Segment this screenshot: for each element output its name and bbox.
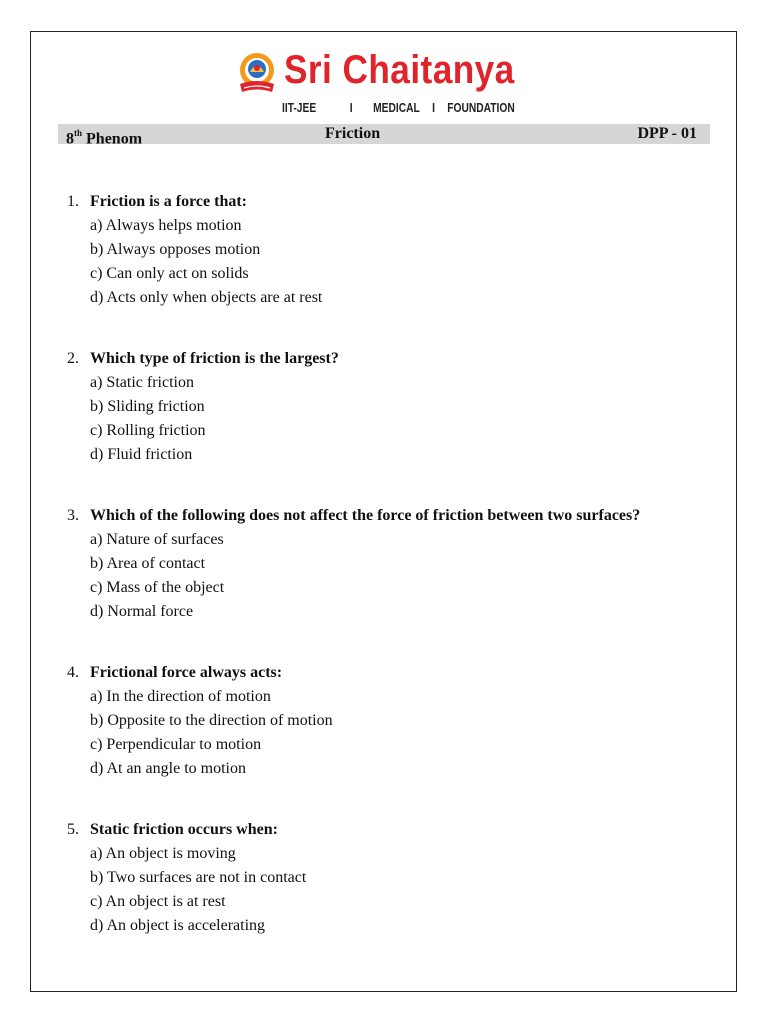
grade-label: Phenom (82, 130, 143, 148)
option-c: c) Mass of the object (90, 579, 225, 596)
option-c: c) An object is at rest (90, 893, 226, 910)
header-topic: Friction (325, 125, 381, 142)
question-text (67, 190, 727, 214)
option-c: c) Perpendicular to motion (90, 736, 262, 753)
header-bar (58, 124, 710, 148)
header-grade (66, 124, 142, 149)
tagline-foundation: FOUNDATION (447, 101, 515, 115)
option-b: b) Two surfaces are not in contact (90, 869, 307, 886)
tagline-sep-1: I (349, 101, 353, 115)
question-number: 3. (67, 507, 79, 524)
header-dpp: DPP - 01 (637, 125, 697, 142)
grade-suffix: th (74, 128, 83, 138)
option-d: d) At an angle to motion (90, 760, 246, 777)
option-d: d) An object is accelerating (90, 917, 266, 934)
question-number: 1. (67, 193, 79, 210)
option-d: d) Fluid friction (90, 446, 193, 463)
option-b: b) Opposite to the direction of motion (90, 712, 333, 729)
option-b: b) Area of contact (90, 555, 206, 572)
question-stem: Frictional force always acts: (90, 664, 283, 681)
brand-tagline (282, 101, 515, 115)
tagline-iit: IIT-JEE (282, 101, 317, 115)
option-c: c) Can only act on solids (90, 265, 249, 282)
question-3 (67, 504, 727, 624)
option-d: d) Normal force (90, 603, 194, 620)
question-number: 2. (67, 350, 79, 367)
option-a: a) An object is moving (90, 845, 236, 862)
question-1 (67, 190, 727, 310)
questions-list (67, 190, 727, 975)
brand-logo (232, 44, 538, 122)
option-d: d) Acts only when objects are at rest (90, 289, 323, 306)
question-number: 4. (67, 664, 79, 681)
tagline-medical: MEDICAL (373, 101, 420, 115)
option-a: a) Nature of surfaces (90, 531, 224, 548)
tagline-sep-2: I (432, 101, 435, 115)
question-text (67, 661, 727, 685)
option-b: b) Always opposes motion (90, 241, 261, 258)
question-5 (67, 818, 727, 938)
question-2 (67, 347, 727, 467)
option-a: a) Always helps motion (90, 217, 242, 234)
question-stem: Which type of friction is the largest? (90, 350, 339, 367)
question-text (67, 504, 727, 528)
question-stem: Static friction occurs when: (90, 821, 278, 838)
question-number: 5. (67, 821, 79, 838)
brand-name: Sri Chaitanya (284, 48, 515, 92)
question-stem: Friction is a force that: (90, 193, 247, 210)
grade-number: 8 (66, 130, 74, 148)
option-b: b) Sliding friction (90, 398, 205, 415)
question-stem: Which of the following does not affect the force of friction between two surfaces? (90, 507, 641, 524)
question-4 (67, 661, 727, 781)
option-a: a) Static friction (90, 374, 194, 391)
option-c: c) Rolling friction (90, 422, 206, 439)
sri-chaitanya-emblem-icon (234, 48, 280, 98)
question-text (67, 347, 727, 371)
option-a: a) In the direction of motion (90, 688, 271, 705)
question-text (67, 818, 727, 842)
